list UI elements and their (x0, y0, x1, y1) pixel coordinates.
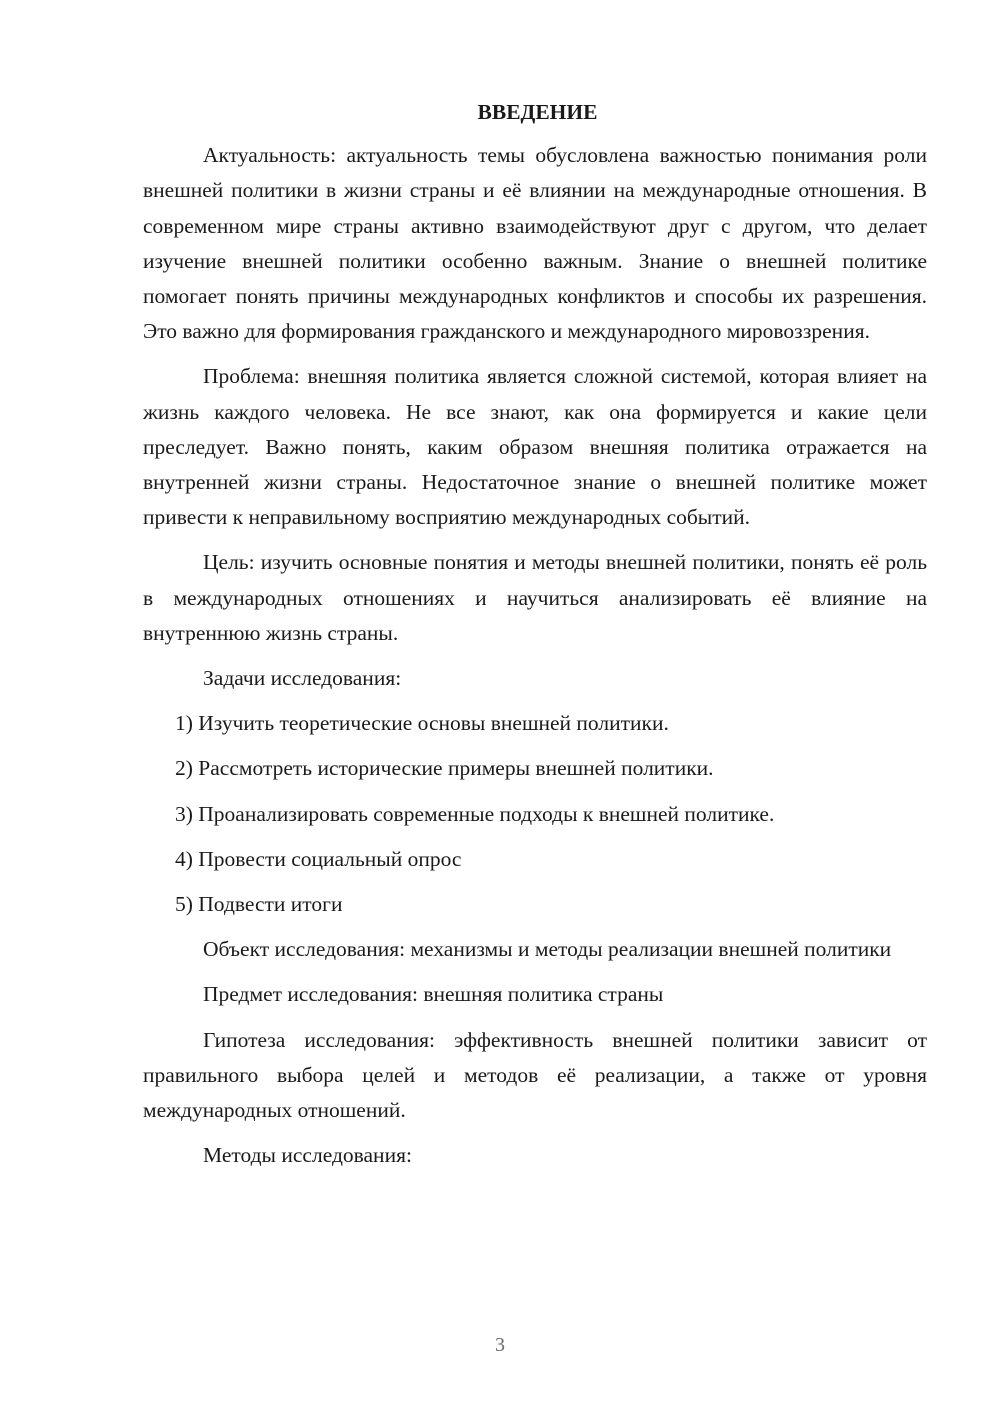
list-item: 3) Проанализировать современные подходы к внешней политике. (175, 801, 775, 826)
list-item: 5) Подвести итоги (175, 892, 343, 917)
paragraph-hypothesis: Гипотеза исследования: эффективность внешней политики зависит от правильного выбора целей и методов её реализации, а также от уровня международных отношений. (143, 1027, 927, 1123)
paragraph-subject: Предмет исследования: внешняя политика страны (203, 982, 664, 1007)
paragraph-object: Объект исследования: механизмы и методы реализации внешней политики (203, 937, 892, 962)
list-item: 4) Провести социальный опрос (175, 846, 462, 871)
list-item: 2) Рассмотреть исторические примеры внешней политики. (175, 756, 714, 781)
paragraph-problem: Проблема: внешняя политика является сложной системой, которая влияет на жизнь каждого человека. Не все знают, как она формируется и какие цели преследует. Важно понять, каким образом внешняя политика отражается на внутренней жизни страны. Недостаточное знание о внешней политике может привести к неправильному восприятию международных событий. (143, 364, 927, 530)
tasks-heading: Задачи исследования: (203, 666, 402, 691)
paragraph-goal: Цель: изучить основные понятия и методы внешней политики, понять её роль в международных отношениях и научиться анализировать её влияние на внутреннюю жизнь страны. (143, 550, 927, 645)
list-item: 1) Изучить теоретические основы внешней политики. (175, 711, 669, 736)
page-number: 3 (495, 1334, 505, 1356)
page-body (143, 95, 927, 1183)
section-title: ВВЕДЕНИЕ (477, 100, 598, 124)
methods-heading: Методы исследования: (203, 1143, 412, 1168)
paragraph-relevance: Актуальность: актуальность темы обусловлена важностью понимания роли внешней политики в жизни страны и её влиянии на международные отношения. В современном мире страны активно взаимодействуют друг с другом, что делает изучение внешней политики особенно важным. Знание о внешней политике помогает понять причины международных конфликтов и способы их разрешения. Это важно для формирования гражданского и международного мировоззрения. (143, 143, 927, 344)
tasks-list (143, 706, 927, 922)
